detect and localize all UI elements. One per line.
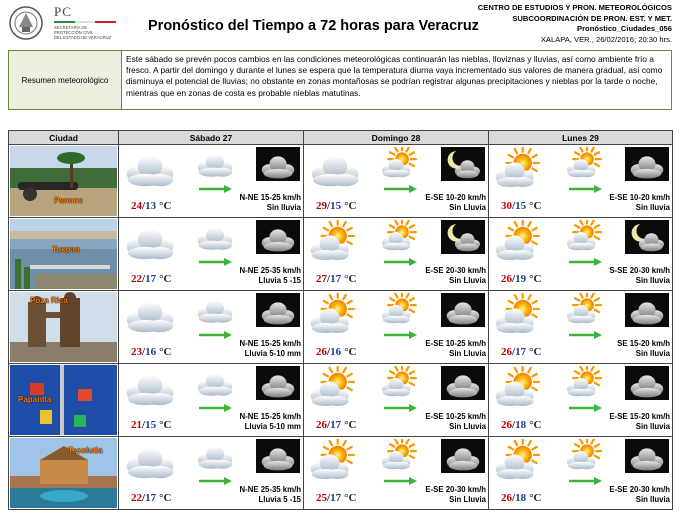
temp-unit: °C	[159, 346, 172, 358]
city-name: Papantla	[18, 395, 52, 404]
temp-unit: °C	[529, 492, 542, 504]
wind-info	[609, 193, 670, 212]
forecast-cell	[489, 291, 673, 364]
cloud-icon	[123, 147, 177, 194]
temp-max: 26	[501, 273, 512, 285]
temp-min: 17	[330, 273, 342, 285]
night-cloud-icon	[625, 293, 669, 332]
city-cell	[9, 437, 119, 510]
wind-arrow-icon	[199, 400, 233, 418]
wind-info	[239, 193, 301, 212]
wind-speed: E-SE 20-30 km/h	[609, 485, 670, 494]
night-cloud-icon	[625, 366, 669, 405]
rain-info: Sin lluvia	[635, 494, 670, 504]
temperature	[316, 492, 356, 504]
rain-info: Lluvia 5-10 mm	[244, 348, 301, 358]
temp-unit: °C	[529, 273, 542, 285]
wind-arrow-icon	[199, 327, 233, 345]
header-day-1: Sábado 27	[119, 131, 304, 145]
temperature	[316, 273, 356, 285]
temp-unit: °C	[344, 200, 357, 212]
cloud-icon	[123, 366, 177, 413]
product-id: Pronóstico_Ciudades_056	[577, 24, 672, 33]
city-photo	[10, 365, 117, 435]
header-city: Ciudad	[9, 131, 119, 145]
org-line-1: SECRETARÍA DE	[54, 25, 88, 30]
sun-cloud-icon	[308, 439, 362, 486]
wind-speed: N-NE 25-35 km/h	[239, 485, 301, 494]
temp-max: 26	[316, 419, 327, 431]
sun-cloud-icon	[380, 293, 420, 330]
temp-max: 26	[501, 346, 512, 358]
city-cell	[9, 364, 119, 437]
wind-arrow-icon	[569, 254, 603, 272]
wind-speed: N-NE 15-25 km/h	[239, 339, 301, 348]
temp-separator: /	[142, 273, 146, 285]
header-day-3: Lunes 29	[489, 131, 673, 145]
sun-cloud-icon	[380, 220, 420, 257]
temperature	[501, 273, 541, 285]
temperature	[316, 200, 356, 212]
sun-cloud-icon	[493, 439, 547, 486]
sun-cloud-icon	[493, 293, 547, 340]
temp-max: 26	[316, 346, 327, 358]
wind-speed: N-NE 25-35 km/h	[239, 266, 301, 275]
temperature	[131, 419, 171, 431]
city-photo	[10, 146, 117, 216]
night-cloud-icon	[256, 147, 300, 186]
rain-info: Sin Lluvia	[449, 421, 486, 431]
wind-info	[239, 266, 301, 285]
city-name: Tecolutla	[68, 446, 103, 455]
rain-info: Lluvia 5-10 mm	[244, 421, 301, 431]
sun-cloud-icon	[380, 147, 420, 184]
temp-min: 17	[330, 492, 342, 504]
rain-info: Sin Lluvia	[449, 348, 486, 358]
city-name: Poza Rica	[30, 296, 68, 305]
temp-min: 18	[515, 419, 527, 431]
wind-speed: N-NE 15-25 km/h	[239, 412, 301, 421]
temp-separator: /	[142, 200, 146, 212]
forecast-cell	[304, 364, 489, 437]
forecast-cell	[304, 218, 489, 291]
temp-separator: /	[512, 346, 516, 358]
org-line-3: DEL ESTADO DE VERACRUZ	[54, 35, 112, 40]
cloud-icon	[195, 147, 235, 184]
temp-separator: /	[327, 273, 331, 285]
moon-cloud-icon	[441, 147, 485, 186]
org-mark: PC	[54, 4, 72, 19]
wind-info	[609, 266, 670, 285]
wind-info	[425, 193, 486, 212]
temp-separator: /	[327, 492, 331, 504]
sun-cloud-icon	[565, 220, 605, 257]
night-cloud-icon	[625, 439, 669, 478]
flag-bar	[54, 21, 116, 23]
forecast-cell	[489, 218, 673, 291]
sun-cloud-icon	[308, 220, 362, 267]
forecast-cell	[119, 291, 304, 364]
summary-box	[8, 50, 672, 110]
temp-unit: °C	[159, 273, 172, 285]
temp-unit: °C	[159, 419, 172, 431]
temp-min: 17	[145, 492, 157, 504]
temperature	[501, 200, 541, 212]
civil-protection-logo	[54, 4, 120, 40]
night-cloud-icon	[256, 220, 300, 259]
wind-info	[239, 412, 301, 431]
forecast-cell	[119, 364, 304, 437]
wind-arrow-icon	[199, 254, 233, 272]
temp-min: 15	[145, 419, 157, 431]
city-cell	[9, 145, 119, 218]
sun-cloud-icon	[493, 366, 547, 413]
wind-arrow-icon	[569, 400, 603, 418]
sun-cloud-icon	[380, 439, 420, 476]
rain-info: Sin Lluvia	[449, 494, 486, 504]
temp-unit: °C	[344, 419, 357, 431]
temp-min: 16	[330, 346, 342, 358]
temperature	[131, 492, 171, 504]
moon-cloud-icon	[625, 220, 669, 259]
wind-speed: E-SE 15-20 km/h	[609, 412, 670, 421]
temp-max: 25	[316, 492, 327, 504]
moon-cloud-icon	[441, 220, 485, 259]
sun-cloud-icon	[493, 147, 547, 194]
night-cloud-icon	[256, 439, 300, 478]
wind-speed: N-NE 15-25 km/h	[239, 193, 301, 202]
wind-info	[425, 412, 486, 431]
wind-arrow-icon	[199, 181, 233, 199]
state-seal-logo	[8, 3, 44, 43]
forecast-cell	[304, 291, 489, 364]
forecast-table	[8, 130, 673, 510]
rain-info: Lluvia 5 -15	[258, 494, 301, 504]
wind-speed: S-SE 20-30 km/h	[609, 266, 670, 275]
night-cloud-icon	[441, 366, 485, 405]
temp-unit: °C	[344, 346, 357, 358]
wind-arrow-icon	[569, 181, 603, 199]
forecast-cell	[489, 145, 673, 218]
table-header-row	[9, 131, 673, 145]
temp-max: 22	[131, 492, 142, 504]
city-photo	[10, 438, 117, 508]
summary-label: Resumen meteorológico	[9, 51, 122, 109]
temp-unit: °C	[344, 273, 357, 285]
sun-cloud-icon	[493, 220, 547, 267]
rain-info: Lluvia 5 -15	[258, 275, 301, 285]
wind-info	[609, 412, 670, 431]
temp-min: 16	[145, 346, 157, 358]
wind-arrow-icon	[569, 473, 603, 491]
temp-separator: /	[142, 419, 146, 431]
sun-cloud-icon	[565, 439, 605, 476]
rain-info: Sin lluvia	[635, 275, 670, 285]
wind-arrow-icon	[384, 181, 418, 199]
wind-speed: E-SE 10-25 km/h	[425, 412, 486, 421]
night-cloud-icon	[441, 293, 485, 332]
issuing-center	[478, 3, 672, 45]
temp-min: 19	[515, 273, 527, 285]
temp-separator: /	[512, 492, 516, 504]
wind-arrow-icon	[384, 400, 418, 418]
page-header	[0, 0, 680, 48]
wind-info	[425, 339, 486, 358]
wind-arrow-icon	[384, 473, 418, 491]
wind-info	[425, 266, 486, 285]
issue-date: XALAPA, VER., 26/02/2016; 20:30 hrs.	[540, 34, 672, 44]
wind-speed: SE 15-20 km/h	[617, 339, 670, 348]
table-row	[9, 291, 673, 364]
city-photo	[10, 219, 117, 289]
cloud-icon	[123, 293, 177, 340]
wind-info	[239, 485, 301, 504]
temp-separator: /	[142, 346, 146, 358]
center-line-2: SUBCOORDINACIÓN DE PRON. EST. Y MET.	[512, 13, 672, 23]
org-line-2: PROTECCIÓN CIVIL	[54, 30, 94, 35]
sun-cloud-icon	[565, 293, 605, 330]
wind-info	[617, 339, 670, 358]
city-cell	[9, 218, 119, 291]
temp-min: 17	[330, 419, 342, 431]
rain-info: Sin lluvia	[635, 202, 670, 212]
sun-cloud-icon	[380, 366, 420, 403]
center-line-1: CENTRO DE ESTUDIOS Y PRON. METEOROLÓGICOS	[477, 3, 672, 12]
cloud-icon	[308, 147, 362, 194]
temp-min: 15	[330, 200, 342, 212]
temp-unit: °C	[529, 346, 542, 358]
city-name: Tuxpan	[52, 245, 80, 254]
night-cloud-icon	[625, 147, 669, 186]
temp-max: 24	[131, 200, 142, 212]
page-title: Pronóstico del Tiempo a 72 horas para Veracruz	[148, 18, 479, 34]
temp-max: 22	[131, 273, 142, 285]
wind-arrow-icon	[384, 327, 418, 345]
temp-max: 21	[131, 419, 142, 431]
temp-unit: °C	[159, 200, 172, 212]
temp-separator: /	[327, 200, 331, 212]
forecast-cell	[304, 145, 489, 218]
temp-min: 17	[145, 273, 157, 285]
temp-min: 17	[515, 346, 527, 358]
forecast-cell	[119, 218, 304, 291]
summary-text: Este sábado se prevén pocos cambios en las condiciones meteorológicas continuarán las nieblas, lloviznas y lluvias, así como ambiente frío a fresco. A partir del domingo y durante el lunes se espera que la temperatura diurna vaya incrementado sus valores de manera gradual, así como disminuya el potencial de lluvias; no obstante en zonas montañosas se podrían registrar algunas precipitaciones y nieblas por la tarde o noche, mientras que en zonas de costa es probable nieblas matutinas.	[126, 54, 663, 98]
temp-max: 26	[501, 492, 512, 504]
sun-cloud-icon	[565, 366, 605, 403]
temperature	[501, 346, 541, 358]
forecast-cell	[119, 437, 304, 510]
temp-separator: /	[512, 419, 516, 431]
temp-max: 27	[316, 273, 327, 285]
temp-unit: °C	[529, 419, 542, 431]
cloud-icon	[123, 439, 177, 486]
temp-unit: °C	[159, 492, 172, 504]
rain-info: Sin lluvia	[266, 202, 301, 212]
header-day-2: Domingo 28	[304, 131, 489, 145]
temp-separator: /	[327, 419, 331, 431]
wind-speed: E-SE 20-30 km/h	[425, 485, 486, 494]
temperature	[501, 419, 541, 431]
wind-info	[609, 485, 670, 504]
city-cell	[9, 291, 119, 364]
wind-arrow-icon	[384, 254, 418, 272]
night-cloud-icon	[256, 293, 300, 332]
wind-info	[425, 485, 486, 504]
table-row	[9, 437, 673, 510]
sun-cloud-icon	[308, 366, 362, 413]
temp-separator: /	[512, 200, 516, 212]
temp-max: 30	[501, 200, 512, 212]
wind-speed: E-SE 20-30 km/h	[425, 266, 486, 275]
cloud-icon	[123, 220, 177, 267]
forecast-cell	[489, 437, 673, 510]
temperature	[131, 200, 171, 212]
temp-min: 13	[145, 200, 157, 212]
cloud-icon	[195, 366, 235, 403]
rain-info: Sin Lluvia	[449, 202, 486, 212]
rain-info: Sin lluvia	[635, 421, 670, 431]
temp-min: 18	[515, 492, 527, 504]
temp-separator: /	[142, 492, 146, 504]
temp-max: 23	[131, 346, 142, 358]
cloud-icon	[195, 220, 235, 257]
city-photo	[10, 292, 117, 362]
sun-cloud-icon	[308, 293, 362, 340]
rain-info: Sin Lluvia	[449, 275, 486, 285]
table-row	[9, 364, 673, 437]
temperature	[316, 419, 356, 431]
temperature	[131, 273, 171, 285]
night-cloud-icon	[441, 439, 485, 478]
temp-max: 26	[501, 419, 512, 431]
table-row	[9, 218, 673, 291]
forecast-cell	[119, 145, 304, 218]
forecast-cell	[304, 437, 489, 510]
wind-arrow-icon	[569, 327, 603, 345]
cloud-icon	[195, 439, 235, 476]
temp-max: 29	[316, 200, 327, 212]
sun-cloud-icon	[565, 147, 605, 184]
night-cloud-icon	[256, 366, 300, 405]
wind-speed: E-SE 10-20 km/h	[609, 193, 670, 202]
temperature	[316, 346, 356, 358]
temp-separator: /	[327, 346, 331, 358]
wind-arrow-icon	[199, 473, 233, 491]
temp-unit: °C	[344, 492, 357, 504]
cloud-icon	[195, 293, 235, 330]
temp-min: 15	[515, 200, 527, 212]
city-name: Panuco	[54, 196, 83, 205]
wind-info	[239, 339, 301, 358]
table-row	[9, 145, 673, 218]
wind-speed: E-SE 10-20 km/h	[425, 193, 486, 202]
rain-info: Sin lluvia	[635, 348, 670, 358]
temperature	[501, 492, 541, 504]
forecast-cell	[489, 364, 673, 437]
temp-separator: /	[512, 273, 516, 285]
temperature	[131, 346, 171, 358]
temp-unit: °C	[529, 200, 542, 212]
wind-speed: E-SE 10-25 km/h	[425, 339, 486, 348]
